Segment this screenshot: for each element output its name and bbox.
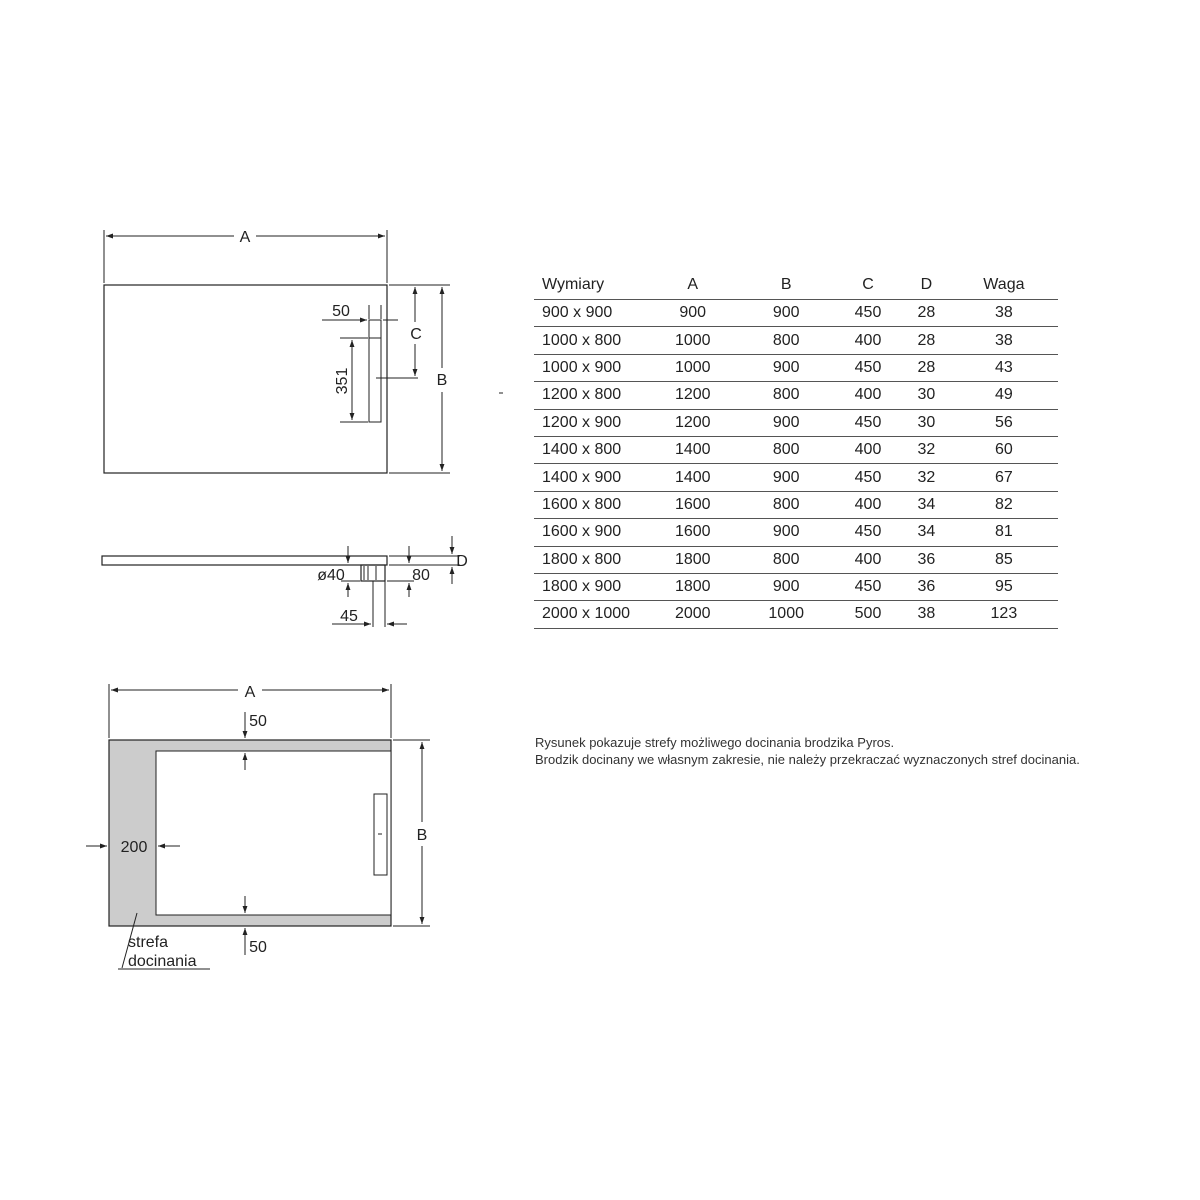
table-cell: 400	[833, 382, 903, 409]
dim-200: 200	[120, 839, 148, 856]
table-cell: 1800	[646, 546, 739, 573]
note-line-2: Brodzik docinany we własnym zakresie, nie należy przekraczać wyznaczonych stref docinania.	[535, 752, 1080, 767]
table-header-row	[534, 271, 1058, 300]
top-view-drawing	[104, 229, 450, 473]
dim-50-top: 50	[332, 303, 350, 320]
table-cell: 82	[950, 491, 1058, 518]
table-cell: 38	[950, 327, 1058, 354]
zone-label-line1: strefa	[128, 934, 169, 951]
table-cell: 1000 x 800	[534, 327, 646, 354]
table-cell: 450	[833, 464, 903, 491]
drain-body	[361, 565, 385, 581]
dimensions-table	[534, 271, 1058, 629]
table-cell: 56	[950, 409, 1058, 436]
table-cell: 67	[950, 464, 1058, 491]
table-cell: 400	[833, 436, 903, 463]
tray-outline-side	[102, 556, 387, 565]
table-cell: 2000	[646, 601, 739, 628]
table-cell: 49	[950, 382, 1058, 409]
table-cell: 500	[833, 601, 903, 628]
note-line-1: Rysunek pokazuje strefy możliwego docinania brodzika Pyros.	[535, 735, 895, 750]
table-cell: 450	[833, 300, 903, 327]
label-c: C	[410, 326, 422, 343]
table-cell: 1800 x 800	[534, 546, 646, 573]
table-cell: 85	[950, 546, 1058, 573]
table-cell: 32	[903, 464, 950, 491]
table-cell: 900	[739, 519, 832, 546]
table-cell: 1800 x 900	[534, 573, 646, 600]
table-cell: 900	[739, 464, 832, 491]
table-cell: 1400	[646, 436, 739, 463]
table-cell: 800	[739, 546, 832, 573]
table-cell: 34	[903, 519, 950, 546]
table-cell: 400	[833, 327, 903, 354]
table-row	[534, 519, 1058, 546]
table-cell: 60	[950, 436, 1058, 463]
table-cell: 1400	[646, 464, 739, 491]
dim-50-cut-top: 50	[249, 713, 267, 730]
table-cell: 38	[903, 601, 950, 628]
table-cell: 450	[833, 519, 903, 546]
table-cell: 1400 x 900	[534, 464, 646, 491]
table-cell: 1600 x 800	[534, 491, 646, 518]
header-d: D	[903, 271, 950, 300]
table-cell: 900 x 900	[534, 300, 646, 327]
table-row	[534, 300, 1058, 327]
dim-80: 80	[412, 567, 430, 584]
table-cell: 900	[646, 300, 739, 327]
table-cell: 1600	[646, 519, 739, 546]
table-cell: 1600 x 900	[534, 519, 646, 546]
table-cell: 450	[833, 409, 903, 436]
header-b: B	[739, 271, 832, 300]
table-cell: 450	[833, 354, 903, 381]
table-cell: 95	[950, 573, 1058, 600]
table-cell: 1000	[739, 601, 832, 628]
table-row	[534, 382, 1058, 409]
dim-45: 45	[340, 608, 358, 625]
cut-zone-drawing	[86, 684, 430, 970]
header-c: C	[833, 271, 903, 300]
table-cell: 400	[833, 546, 903, 573]
table-cell: 34	[903, 491, 950, 518]
dim-diameter: ø40	[317, 567, 345, 584]
table-cell: 28	[903, 327, 950, 354]
side-view-drawing	[102, 536, 468, 627]
zone-label-line2: docinania	[128, 953, 197, 970]
table-cell: 450	[833, 573, 903, 600]
table-cell: 900	[739, 573, 832, 600]
table-cell: 900	[739, 354, 832, 381]
table-row	[534, 409, 1058, 436]
cutting-note	[535, 734, 1155, 768]
table-row	[534, 601, 1058, 628]
table-row	[534, 354, 1058, 381]
table-cell: 800	[739, 327, 832, 354]
label-a-top: A	[239, 229, 251, 246]
table-cell: 900	[739, 300, 832, 327]
table-cell: 1200	[646, 382, 739, 409]
table-cell: 36	[903, 573, 950, 600]
table-cell: 30	[903, 409, 950, 436]
table-cell: 1000	[646, 327, 739, 354]
table-cell: 1000	[646, 354, 739, 381]
usable-area	[156, 751, 391, 915]
table-cell: 800	[739, 491, 832, 518]
table-cell: 1200 x 800	[534, 382, 646, 409]
table-cell: 43	[950, 354, 1058, 381]
table-cell: 1400 x 800	[534, 436, 646, 463]
table-cell: 32	[903, 436, 950, 463]
table-cell: 28	[903, 354, 950, 381]
table-cell: 1000 x 900	[534, 354, 646, 381]
table-row	[534, 327, 1058, 354]
table-cell: 800	[739, 382, 832, 409]
table-cell: 800	[739, 436, 832, 463]
table-row	[534, 436, 1058, 463]
table-cell: 30	[903, 382, 950, 409]
header-wymiary: Wymiary	[534, 271, 646, 300]
label-b-cut: B	[416, 827, 428, 844]
dim-50-cut-bottom: 50	[249, 939, 267, 956]
header-waga: Waga	[950, 271, 1058, 300]
table-cell: 81	[950, 519, 1058, 546]
table-row	[534, 546, 1058, 573]
table-cell: 1200	[646, 409, 739, 436]
table-cell: 1200 x 900	[534, 409, 646, 436]
table-row	[534, 491, 1058, 518]
table-cell: 38	[950, 300, 1058, 327]
table-row	[534, 573, 1058, 600]
table-cell: 1800	[646, 573, 739, 600]
table-cell: 28	[903, 300, 950, 327]
header-a: A	[646, 271, 739, 300]
table-row	[534, 464, 1058, 491]
table-cell: 123	[950, 601, 1058, 628]
drain-channel	[369, 320, 381, 422]
label-d: D	[456, 553, 468, 570]
label-b-top: B	[436, 372, 448, 389]
dim-351: 351	[334, 367, 351, 395]
table-cell: 1600	[646, 491, 739, 518]
table-cell: 400	[833, 491, 903, 518]
table-cell: 2000 x 1000	[534, 601, 646, 628]
table-cell: 900	[739, 409, 832, 436]
label-a-cut: A	[244, 684, 256, 701]
table-body	[534, 300, 1058, 629]
table-cell: 36	[903, 546, 950, 573]
